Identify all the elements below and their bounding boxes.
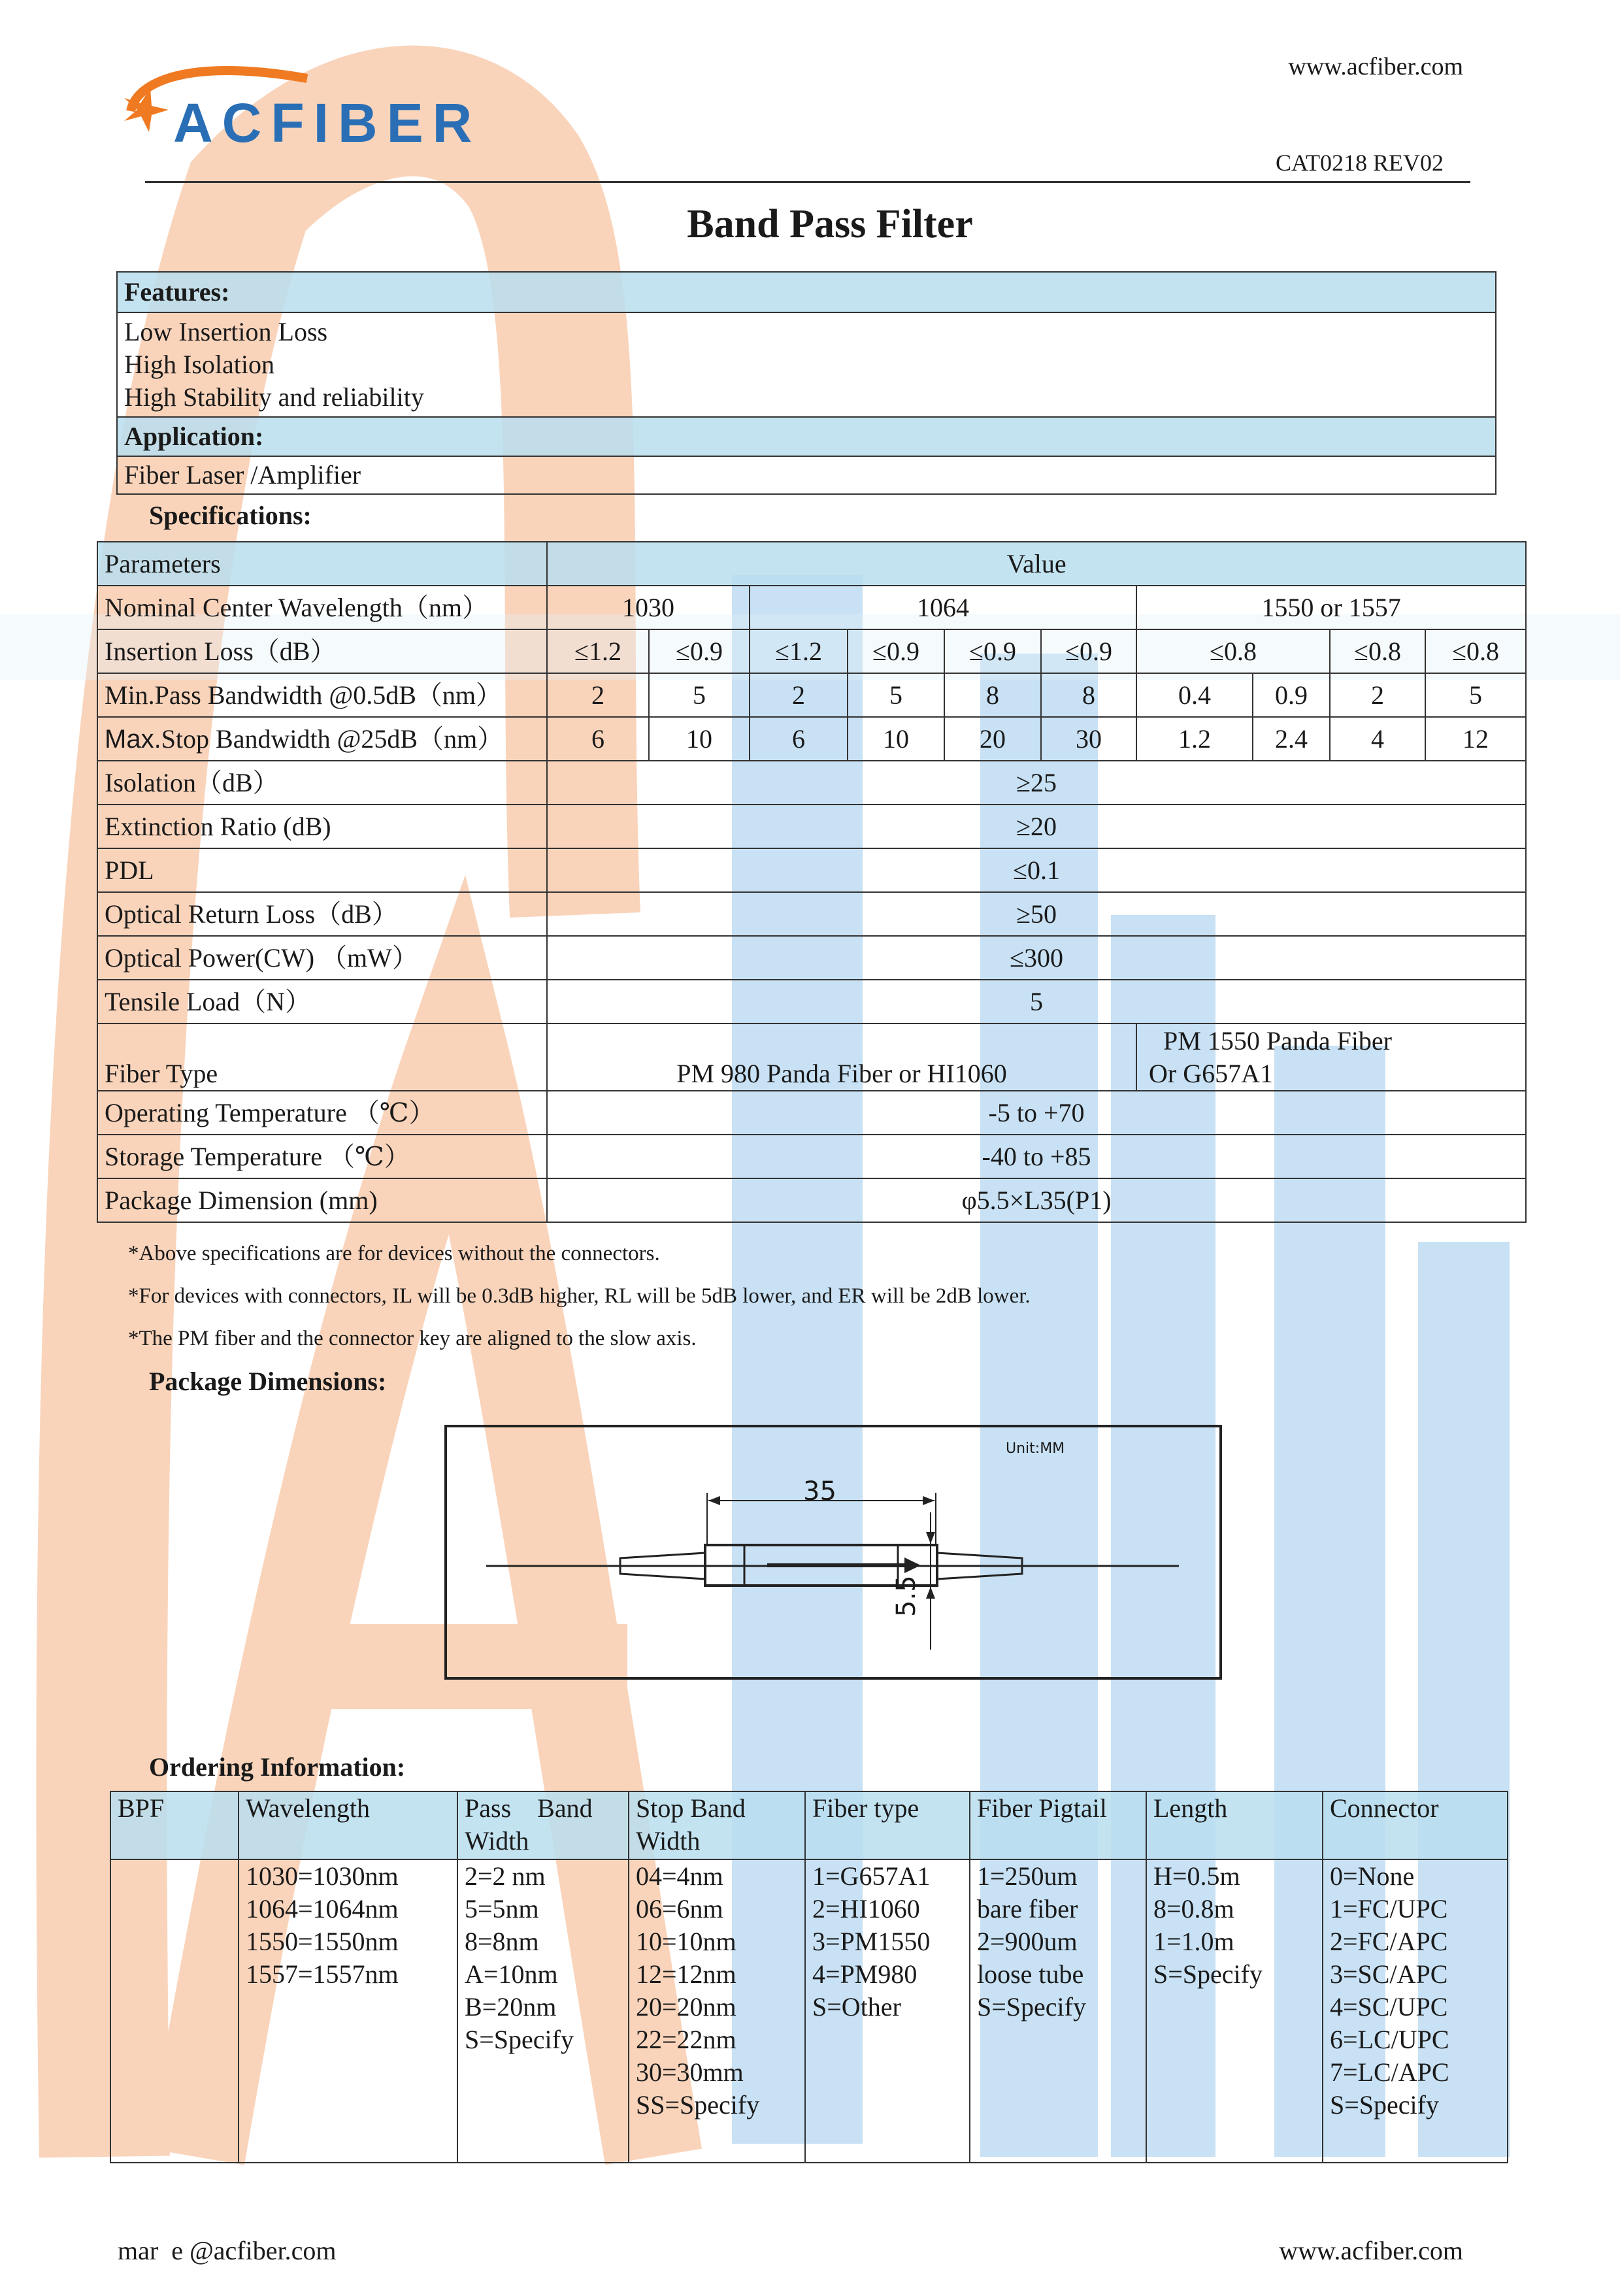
ordering-col-header: Fiber type — [805, 1791, 970, 1859]
param-value: ≤300 — [547, 936, 1526, 980]
ordering-col-header: Fiber Pigtail — [970, 1791, 1146, 1859]
value-header: Value — [547, 542, 1526, 586]
option-item: bare fiber — [977, 1894, 1078, 1923]
header-rule — [145, 181, 1470, 183]
package-heading: Package Dimensions: — [149, 1367, 387, 1396]
ordering-col-header: Stop Band Width — [629, 1791, 805, 1859]
il-cell: ≤0.8 — [1136, 629, 1330, 673]
option-item: 30=30mm — [636, 2057, 744, 2087]
ordering-cell-fiber-type — [805, 1859, 970, 2163]
option-item: 4=PM980 — [812, 1959, 917, 1989]
doc-code: CAT0218 REV02 — [1275, 150, 1444, 176]
pass-bw-cell: 2 — [547, 673, 649, 717]
fiber-type-line: Or G657A1 — [1149, 1058, 1273, 1088]
pass-bw-cell: 5 — [1425, 673, 1526, 717]
features-heading: Features: — [117, 272, 1496, 312]
option-item: 20=20nm — [636, 1992, 736, 2021]
option-item: 2=2 nm — [465, 1861, 546, 1891]
fiber-type-value: PM 980 Panda Fiber or HI1060 — [547, 1023, 1136, 1091]
ordering-cell-fiber-pigtail — [970, 1859, 1146, 2163]
param-label: Operating Temperature （℃） — [97, 1091, 547, 1135]
il-cell: ≤0.9 — [649, 629, 750, 673]
pass-bw-cell: 8 — [1041, 673, 1136, 717]
option-item: H=0.5m — [1153, 1861, 1240, 1891]
option-item: 4=SC/UPC — [1330, 1992, 1448, 2021]
ordering-table — [110, 1791, 1508, 2163]
ordering-cell-connector — [1323, 1859, 1508, 2163]
note: *For devices with connectors, IL will be 0.3dB higher, RL will be 5dB lower, and ER will be 2dB lower. — [128, 1284, 1031, 1308]
option-item: 10=10nm — [636, 1927, 736, 1956]
logo-text: ACFIBER — [173, 92, 482, 154]
il-cell: ≤0.9 — [1041, 629, 1136, 673]
stop-bw-cell: 10 — [848, 717, 944, 761]
il-cell: ≤0.8 — [1330, 629, 1425, 673]
option-item: 12=12nm — [636, 1959, 736, 1989]
feature-item: Low Insertion Loss — [124, 317, 328, 346]
option-item: 06=6nm — [636, 1894, 723, 1923]
il-cell: ≤1.2 — [547, 629, 649, 673]
param-label: Optical Power(CW) （mW） — [97, 936, 547, 980]
application-item: Fiber Laser /Amplifier — [117, 456, 1496, 494]
pass-bw-cell: 2 — [750, 673, 848, 717]
pass-bw-cell: 5 — [848, 673, 944, 717]
option-item: S=Specify — [1330, 2090, 1439, 2120]
unit-label: Unit:MM — [1006, 1440, 1065, 1457]
stop-bw-cell: 12 — [1425, 717, 1526, 761]
ordering-cell-length — [1146, 1859, 1323, 2163]
param-header: Parameters — [97, 542, 547, 586]
ordering-col-header: Connector — [1323, 1791, 1508, 1859]
param-label: Insertion Loss（dB） — [97, 629, 547, 673]
param-label: Fiber Type — [97, 1023, 547, 1091]
stop-bw-cell: 4 — [1330, 717, 1425, 761]
option-item: 7=LC/APC — [1330, 2057, 1449, 2087]
option-item: S=Specify — [977, 1992, 1086, 2021]
ordering-col-header: Length — [1146, 1791, 1323, 1859]
option-item: S=Other — [812, 1992, 901, 2021]
param-value: ≤0.1 — [547, 848, 1526, 892]
param-label: PDL — [97, 848, 547, 892]
param-label: Min.Pass Bandwidth @0.5dB（nm） — [97, 673, 547, 717]
specifications-heading: Specifications: — [149, 501, 312, 530]
application-heading: Application: — [117, 417, 1496, 456]
il-cell: ≤0.9 — [944, 629, 1041, 673]
option-item: 1=FC/UPC — [1330, 1894, 1448, 1923]
option-item: 2=FC/APC — [1330, 1927, 1448, 1956]
option-item: B=20nm — [465, 1992, 557, 2021]
option-item: 8=8nm — [465, 1927, 539, 1956]
option-item: 3=PM1550 — [812, 1927, 931, 1956]
ordering-heading: Ordering Information: — [149, 1752, 406, 1782]
option-item: 1=250um — [977, 1861, 1078, 1891]
param-label: Extinction Ratio (dB) — [97, 805, 547, 848]
option-item: 04=4nm — [636, 1861, 723, 1891]
fiber-type-value — [1136, 1023, 1526, 1091]
wavelength-cell: 1550 or 1557 — [1136, 586, 1526, 629]
param-value: ≥50 — [547, 892, 1526, 936]
option-item: 5=5nm — [465, 1894, 539, 1923]
option-item: 3=SC/APC — [1330, 1959, 1448, 1989]
wavelength-cell: 1064 — [750, 586, 1136, 629]
param-value: ≥20 — [547, 805, 1526, 848]
option-item: SS=Specify — [636, 2090, 760, 2120]
option-item: 1030=1030nm — [246, 1861, 399, 1891]
stop-bw-prefix: Max. — [105, 724, 161, 754]
length-dimension: 35 — [803, 1476, 836, 1506]
option-item: 0=None — [1330, 1861, 1415, 1891]
header-website[interactable]: www.acfiber.com — [1288, 53, 1463, 80]
option-item: S=Specify — [465, 2025, 574, 2054]
param-value: -5 to +70 — [547, 1091, 1526, 1135]
il-cell: ≤0.9 — [848, 629, 944, 673]
stop-bw-cell: 10 — [649, 717, 750, 761]
stop-bw-cell: 30 — [1041, 717, 1136, 761]
option-item: 2=900um — [977, 1927, 1078, 1956]
option-item: 1=1.0m — [1153, 1927, 1234, 1956]
ordering-cell-pass-band — [457, 1859, 629, 2163]
option-item: 1=G657A1 — [812, 1861, 931, 1891]
ordering-col-header: BPF — [110, 1791, 239, 1859]
feature-item: High Stability and reliability — [124, 382, 424, 412]
il-cell: ≤0.8 — [1425, 629, 1526, 673]
param-value: 5 — [547, 980, 1526, 1023]
pass-bw-cell: 2 — [1330, 673, 1425, 717]
note: *The PM fiber and the connector key are aligned to the slow axis. — [128, 1327, 697, 1350]
option-item: 2=HI1060 — [812, 1894, 920, 1923]
option-item: 8=0.8m — [1153, 1894, 1234, 1923]
param-label: Optical Return Loss（dB） — [97, 892, 547, 936]
ordering-cell-bpf — [110, 1859, 239, 2163]
param-label: Isolation（dB） — [97, 761, 547, 805]
param-label: Nominal Center Wavelength（nm） — [97, 586, 547, 629]
option-item: 1557=1557nm — [246, 1959, 399, 1989]
param-value: φ5.5×L35(P1) — [547, 1178, 1526, 1222]
pass-bw-cell: 5 — [649, 673, 750, 717]
il-cell: ≤1.2 — [750, 629, 848, 673]
fiber-type-line: PM 1550 Panda Fiber — [1163, 1025, 1392, 1056]
param-value: -40 to +85 — [547, 1135, 1526, 1178]
specifications-table — [97, 541, 1527, 1223]
ordering-col-header: Pass Band Width — [457, 1791, 629, 1859]
param-label: Package Dimension (mm) — [97, 1178, 547, 1222]
option-item: 1064=1064nm — [246, 1894, 399, 1923]
param-value: ≥25 — [547, 761, 1526, 805]
stop-bw-label: Stop Bandwidth @25dB（nm） — [161, 724, 504, 754]
features-table — [116, 271, 1496, 495]
param-label — [97, 717, 547, 761]
ordering-cell-stop-band — [629, 1859, 805, 2163]
stop-bw-cell: 1.2 — [1136, 717, 1253, 761]
wavelength-cell: 1030 — [547, 586, 750, 629]
param-label: Tensile Load（N） — [97, 980, 547, 1023]
stop-bw-cell: 2.4 — [1253, 717, 1330, 761]
stop-bw-cell: 6 — [547, 717, 649, 761]
package-diagram — [444, 1425, 1222, 1680]
option-item: 6=LC/UPC — [1330, 2025, 1449, 2054]
ordering-col-header: Wavelength — [239, 1791, 457, 1859]
page-title: Band Pass Filter — [687, 202, 973, 246]
param-label: Storage Temperature （℃） — [97, 1135, 547, 1178]
note: *Above specifications are for devices without the connectors. — [128, 1242, 660, 1265]
ordering-cell-wavelength — [239, 1859, 457, 2163]
stop-bw-cell: 20 — [944, 717, 1041, 761]
pass-bw-cell: 8 — [944, 673, 1041, 717]
pass-bw-cell: 0.4 — [1136, 673, 1253, 717]
option-item: 22=22nm — [636, 2025, 736, 2054]
feature-item: High Isolation — [124, 350, 274, 379]
footer-email[interactable]: mar e @acfiber.com — [118, 2236, 337, 2265]
stop-bw-cell: 6 — [750, 717, 848, 761]
option-item: S=Specify — [1153, 1959, 1263, 1989]
option-item: A=10nm — [465, 1959, 558, 1989]
footer-website[interactable]: www.acfiber.com — [1279, 2236, 1463, 2265]
option-item: loose tube — [977, 1959, 1084, 1989]
diameter-dimension: 5.5 — [891, 1575, 921, 1617]
option-item: 1550=1550nm — [246, 1927, 399, 1956]
pass-bw-cell: 0.9 — [1253, 673, 1330, 717]
